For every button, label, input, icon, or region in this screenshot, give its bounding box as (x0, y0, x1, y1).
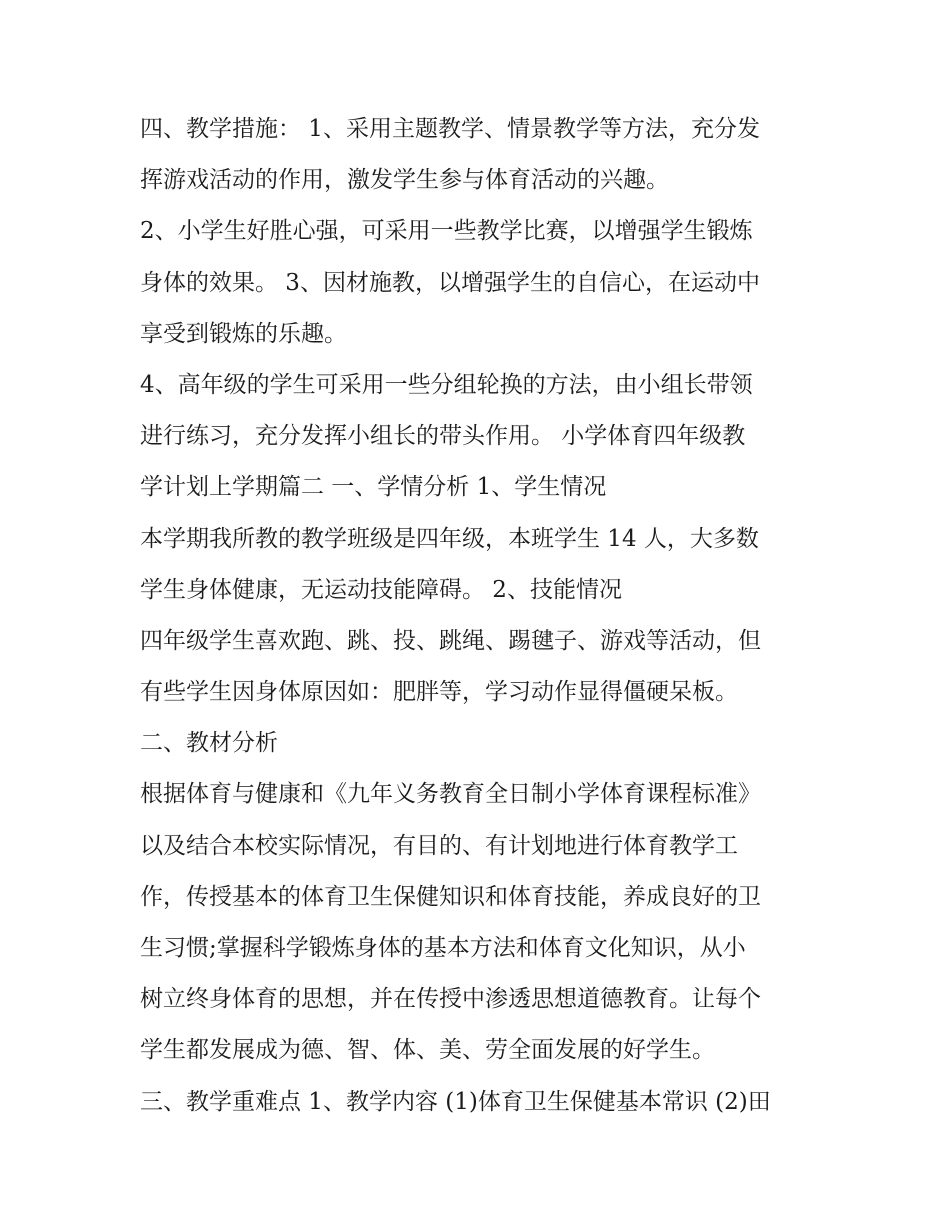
text-line: 生习惯;掌握科学锻炼身体的基本方法和体育文化知识，从小 (140, 935, 746, 961)
text-line: 树立终身体育的思想，并在传授中渗透思想道德教育。让每个 (140, 986, 761, 1013)
section-heading: 二、教材分析 (140, 730, 278, 757)
text-line: 有些学生因身体原因如：肥胖等，学习动作显得僵硬呆板。 (140, 679, 738, 706)
document-body (140, 104, 820, 1128)
text-line: 作，传授基本的体育卫生保健知识和体育技能，养成良好的卫 (140, 883, 761, 910)
text-line: 享受到锻炼的乐趣。 (140, 320, 347, 347)
text-line: 学计划上学期篇二 一、学情分析 1、学生情况 (140, 474, 607, 501)
text-line: 身体的效果。 3、因材施教，以增强学生的自信心，在运动中 (140, 269, 760, 296)
text-line: 学生都发展成为德、智、体、美、劳全面发展的好学生。 (140, 1037, 715, 1064)
text-line: 三、教学重难点 1、教学内容 (1)体育卫生保健基本常识 (2)田 (140, 1088, 771, 1115)
text-line: 本学期我所教的教学班级是四年级，本班学生 14 人，大多数 (140, 525, 759, 552)
text-line: 以及结合本校实际情况，有目的、有计划地进行体育教学工 (140, 832, 738, 859)
text-line: 根据体育与健康和《九年义务教育全日制小学体育课程标准》 (140, 781, 761, 808)
text-line: 4、高年级的学生可采用一些分组轮换的方法，由小组长带领 (140, 371, 753, 398)
text-line: 2、小学生好胜心强，可采用一些教学比赛，以增强学生锻炼 (140, 218, 753, 245)
text-line: 四年级学生喜欢跑、跳、投、跳绳、踢毽子、游戏等活动，但 (140, 627, 761, 654)
text-line: 学生身体健康，无运动技能障碍。 2、技能情况 (140, 576, 622, 603)
text-line: 挥游戏活动的作用，激发学生参与体育活动的兴趣。 (140, 167, 669, 194)
text-line: 进行练习，充分发挥小组长的带头作用。 小学体育四年级教 (140, 423, 746, 450)
text-line: 四、教学措施： 1、采用主题教学、情景教学等方法，充分发 (140, 116, 760, 142)
